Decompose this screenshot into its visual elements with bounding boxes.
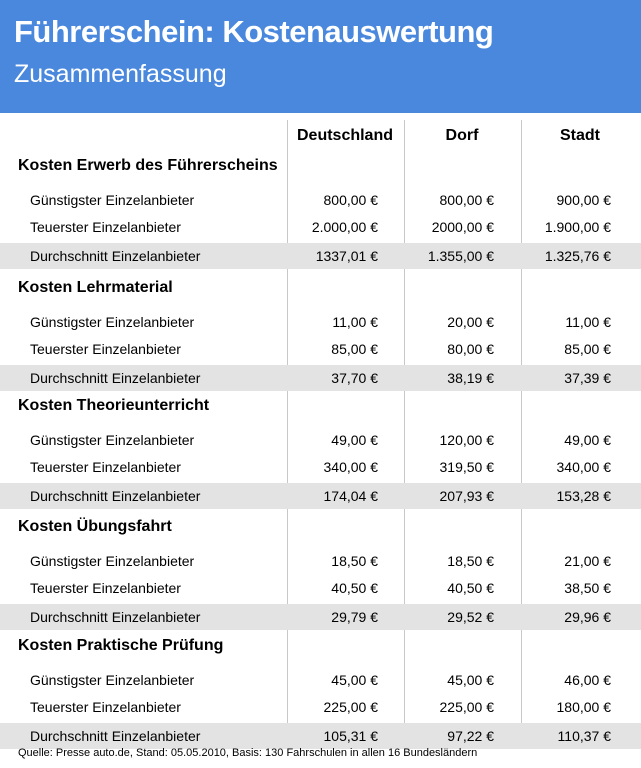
table-row <box>0 427 641 453</box>
cell-value: 1.355,00 € <box>427 248 494 264</box>
cell-value: 38,19 € <box>447 370 494 386</box>
row-label: Durchschnitt Einzelanbieter <box>30 728 201 744</box>
cell-value: 20,00 € <box>447 314 494 330</box>
column-header: Dorf <box>445 127 479 144</box>
table-row <box>0 575 641 601</box>
cell-value: 49,00 € <box>331 432 378 448</box>
cell-value: 110,37 € <box>557 728 611 744</box>
row-label: Teuerster Einzelanbieter <box>30 459 181 475</box>
row-label: Günstigster Einzelanbieter <box>30 314 195 330</box>
header-banner <box>0 0 641 113</box>
table-row <box>0 309 641 335</box>
cell-value: 207,93 € <box>439 488 494 504</box>
cell-value: 2.000,00 € <box>311 219 378 235</box>
cell-value: 40,50 € <box>331 580 378 596</box>
row-label: Günstigster Einzelanbieter <box>30 432 195 448</box>
average-row <box>0 723 641 749</box>
cell-value: 29,52 € <box>447 609 494 625</box>
table-row <box>0 214 641 240</box>
section-title: Kosten Praktische Prüfung <box>18 637 224 654</box>
average-row <box>0 243 641 269</box>
cell-value: 46,00 € <box>564 672 611 688</box>
cell-value: 38,50 € <box>564 580 611 596</box>
section-title: Kosten Lehrmaterial <box>18 279 173 296</box>
row-label: Durchschnitt Einzelanbieter <box>30 488 201 504</box>
cell-value: 18,50 € <box>447 553 494 569</box>
cell-value: 40,50 € <box>447 580 494 596</box>
row-label: Durchschnitt Einzelanbieter <box>30 370 201 386</box>
cell-value: 120,00 € <box>439 432 494 448</box>
cell-value: 85,00 € <box>564 341 611 357</box>
row-label: Teuerster Einzelanbieter <box>30 341 181 357</box>
cell-value: 29,79 € <box>331 609 378 625</box>
cell-value: 11,00 € <box>565 314 611 330</box>
table-row <box>0 187 641 213</box>
cell-value: 800,00 € <box>439 192 494 208</box>
cell-value: 97,22 € <box>447 728 494 744</box>
cell-value: 37,39 € <box>564 370 611 386</box>
cell-value: 21,00 € <box>564 553 611 569</box>
cell-value: 900,00 € <box>556 192 611 208</box>
cell-value: 80,00 € <box>447 341 494 357</box>
page-title: Führerschein: Kostenauswertung <box>14 14 494 49</box>
cell-value: 49,00 € <box>564 432 611 448</box>
cell-value: 340,00 € <box>323 459 378 475</box>
cell-value: 45,00 € <box>447 672 494 688</box>
cell-value: 105,31 € <box>323 728 378 744</box>
table-row <box>0 454 641 480</box>
section-title: Kosten Theorieunterricht <box>18 397 210 414</box>
average-row <box>0 604 641 630</box>
section-title: Kosten Erwerb des Führerscheins <box>18 157 278 174</box>
row-label: Durchschnitt Einzelanbieter <box>30 609 201 625</box>
cell-value: 800,00 € <box>323 192 378 208</box>
source-footnote: Quelle: Presse auto.de, Stand: 05.05.2010, Basis: 130 Fahrschulen in allen 16 Bundesländern <box>18 747 478 759</box>
cell-value: 225,00 € <box>323 699 378 715</box>
row-label: Günstigster Einzelanbieter <box>30 672 195 688</box>
table-row <box>0 667 641 693</box>
cell-value: 29,96 € <box>564 609 611 625</box>
cell-value: 1.325,76 € <box>544 248 611 264</box>
cell-value: 153,28 € <box>556 488 611 504</box>
cell-value: 174,04 € <box>323 488 378 504</box>
cell-value: 319,50 € <box>439 459 494 475</box>
page-subtitle: Zusammenfassung <box>14 60 227 88</box>
column-header: Stadt <box>560 127 600 144</box>
row-label: Durchschnitt Einzelanbieter <box>30 248 201 264</box>
row-label: Günstigster Einzelanbieter <box>30 553 195 569</box>
column-header: Deutschland <box>296 127 393 144</box>
average-row <box>0 365 641 391</box>
cell-value: 225,00 € <box>439 699 494 715</box>
average-row <box>0 483 641 509</box>
table-row <box>0 336 641 362</box>
row-label: Teuerster Einzelanbieter <box>30 699 181 715</box>
row-label: Teuerster Einzelanbieter <box>30 219 181 235</box>
table-row <box>0 694 641 720</box>
row-label: Teuerster Einzelanbieter <box>30 580 181 596</box>
section-title: Kosten Übungsfahrt <box>18 518 172 535</box>
cell-value: 1337,01 € <box>315 248 378 264</box>
cell-value: 85,00 € <box>331 341 378 357</box>
cell-value: 2000,00 € <box>431 219 494 235</box>
cell-value: 1.900,00 € <box>544 219 611 235</box>
cell-value: 340,00 € <box>556 459 611 475</box>
table-row <box>0 548 641 574</box>
cell-value: 18,50 € <box>331 553 378 569</box>
cell-value: 45,00 € <box>331 672 378 688</box>
cell-value: 37,70 € <box>331 370 378 386</box>
cell-value: 11,00 € <box>332 314 378 330</box>
cell-value: 180,00 € <box>556 699 611 715</box>
row-label: Günstigster Einzelanbieter <box>30 192 195 208</box>
